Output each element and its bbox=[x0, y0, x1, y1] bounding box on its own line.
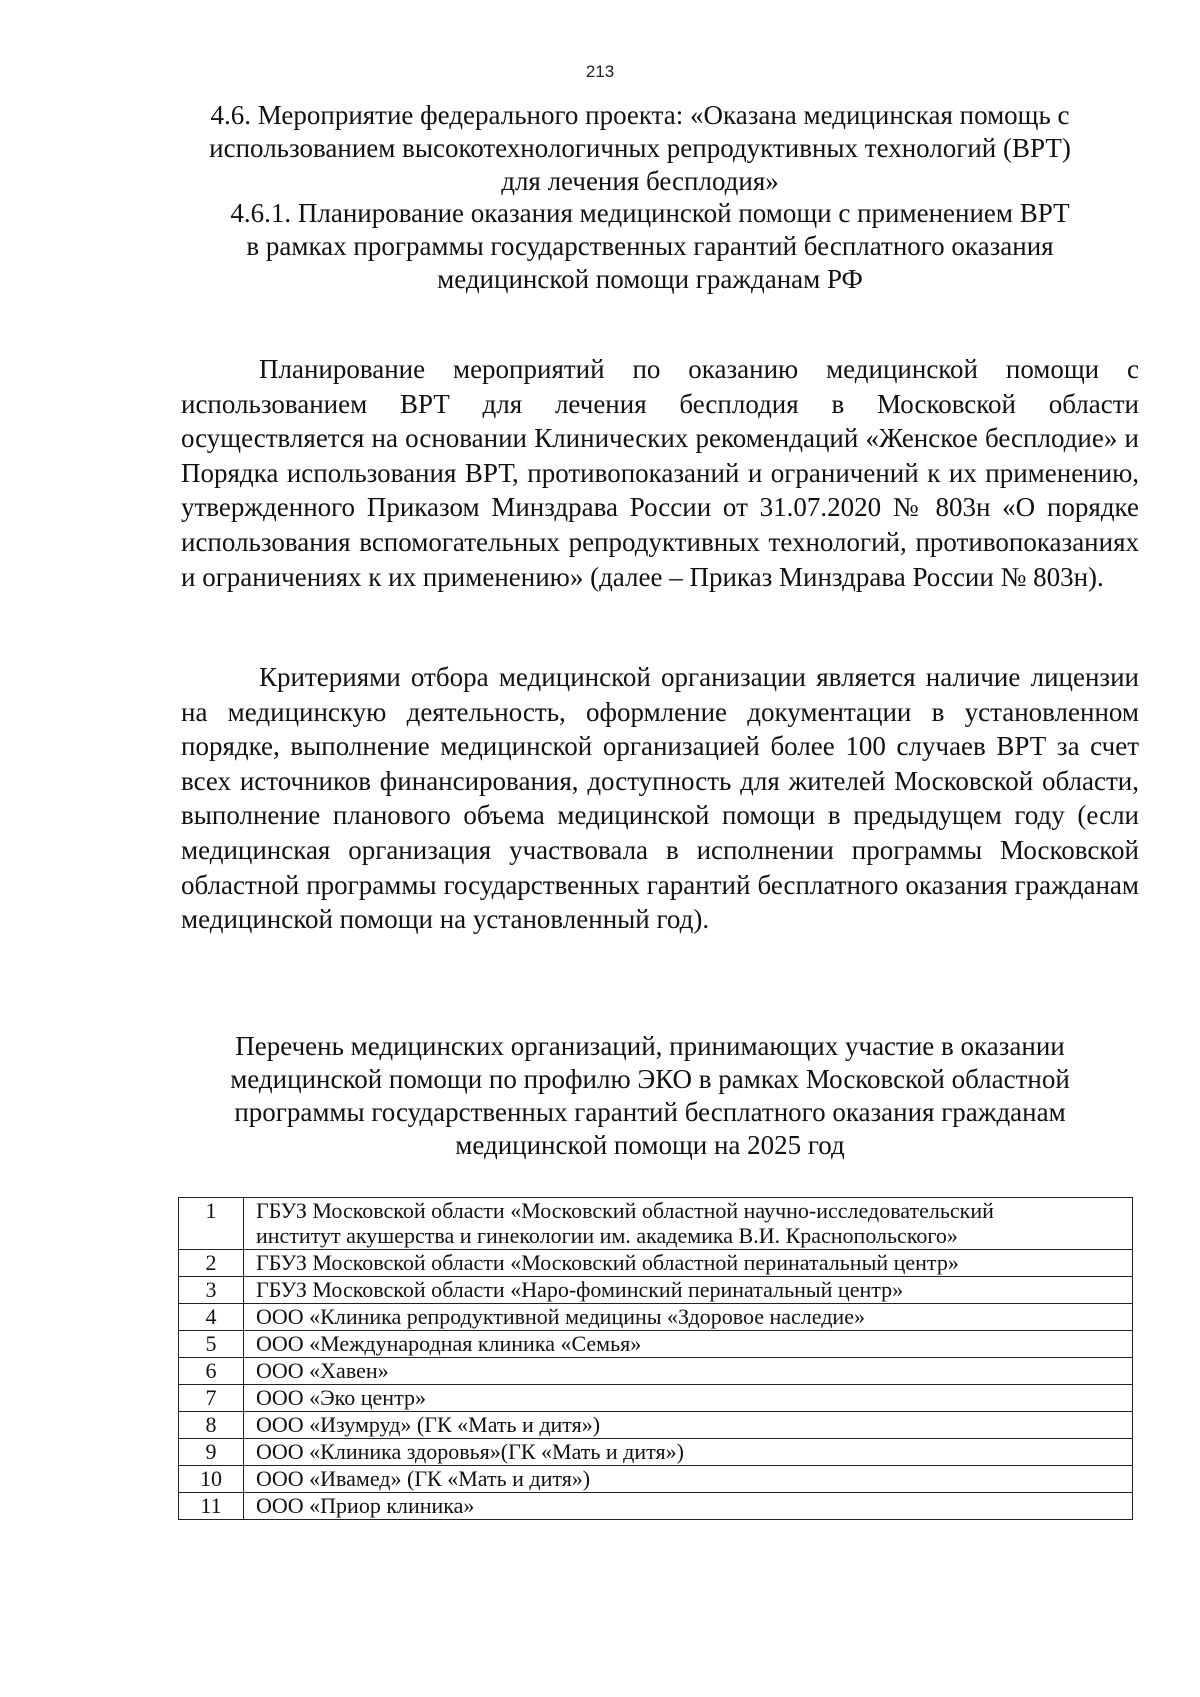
table-row bbox=[179, 1358, 1133, 1385]
section-heading bbox=[160, 99, 1120, 198]
row-number: 7 bbox=[179, 1385, 244, 1412]
table-row bbox=[179, 1331, 1133, 1358]
organization-name: ГБУЗ Московской области «Московский областной перинатальный центр» bbox=[244, 1250, 1133, 1277]
table-row bbox=[179, 1412, 1133, 1439]
list-title-line: медицинской помощи по профилю ЭКО в рамках Московской областной bbox=[230, 1064, 1070, 1094]
list-title-line: Перечень медицинских организаций, принимающих участие в оказании bbox=[235, 1031, 1065, 1061]
organization-name: ООО «Изумруд» (ГК «Мать и дитя») bbox=[244, 1412, 1133, 1439]
subsection-heading bbox=[170, 197, 1130, 296]
row-number: 3 bbox=[179, 1277, 244, 1304]
list-title bbox=[200, 1030, 1100, 1162]
table-row bbox=[179, 1493, 1133, 1520]
table-row bbox=[179, 1439, 1133, 1466]
body-paragraph: Планирование мероприятий по оказанию медицинской помощи с использованием ВРТ для лечения бесплодия в Московской области осуществляется на основании Клинических рекомендаций «Женское бесплодие» и Порядка использования ВРТ, противопоказаний и ограничений к их применению, утвержденного Приказом Минздрава России от 31.07.2020 № 803н «О порядке использования вспомогательных репродуктивных технологий, противопоказаниях и ограничениях к их применению» (далее – Приказ Минздрава России № 803н). bbox=[181, 354, 1139, 592]
organization-name: ООО «Эко центр» bbox=[244, 1385, 1133, 1412]
list-title-line: медицинской помощи на 2025 год bbox=[455, 1130, 845, 1160]
row-number: 1 bbox=[179, 1198, 244, 1250]
organization-name-line: ГБУЗ Московской области «Московский областной научно-исследовательский bbox=[256, 1198, 994, 1223]
organization-name: ООО «Ивамед» (ГК «Мать и дитя») bbox=[244, 1466, 1133, 1493]
page-number: 213 bbox=[585, 62, 615, 81]
subsection-heading-line: медицинской помощи гражданам РФ bbox=[437, 264, 863, 294]
organization-name bbox=[244, 1198, 1133, 1250]
subsection-heading-line: в рамках программы государственных гарантий бесплатного оказания bbox=[246, 231, 1054, 261]
organization-name: ООО «Приор клиника» bbox=[244, 1493, 1133, 1520]
row-number: 2 bbox=[179, 1250, 244, 1277]
table-row bbox=[179, 1277, 1133, 1304]
subsection-heading-line: 4.6.1. Планирование оказания медицинской помощи с применением ВРТ bbox=[230, 198, 1070, 228]
table-row bbox=[179, 1198, 1133, 1250]
row-number: 4 bbox=[179, 1304, 244, 1331]
organization-name: ООО «Хавен» bbox=[244, 1358, 1133, 1385]
row-number: 9 bbox=[179, 1439, 244, 1466]
row-number: 6 bbox=[179, 1358, 244, 1385]
row-number: 10 bbox=[179, 1466, 244, 1493]
table-row bbox=[179, 1385, 1133, 1412]
section-heading-line: 4.6. Мероприятие федерального проекта: «Оказана медицинская помощь с bbox=[210, 100, 1070, 130]
organization-name: ООО «Клиника здоровья»(ГК «Мать и дитя») bbox=[244, 1439, 1133, 1466]
section-heading-line: использованием высокотехнологичных репродуктивных технологий (ВРТ) bbox=[209, 133, 1071, 163]
organizations-table bbox=[178, 1197, 1133, 1520]
table-row bbox=[179, 1304, 1133, 1331]
row-number: 11 bbox=[179, 1493, 244, 1520]
organization-name-line: институт акушерства и гинекологии им. академика В.И. Краснопольского» bbox=[256, 1223, 958, 1248]
organization-name: ООО «Международная клиника «Семья» bbox=[244, 1331, 1133, 1358]
body-paragraph: Критериями отбора медицинской организации является наличие лицензии на медицинскую деятельность, оформление документации в установленном порядке, выполнение медицинской организацией более 100 случаев ВРТ за счет всех источников финансирования, доступность для жителей Московской области, выполнение планового объема медицинской помощи в предыдущем году (если медицинская организация участвовала в исполнении программы Московской областной программы государственных гарантий бесплатного оказания гражданам медицинской помощи на установленный год). bbox=[181, 662, 1139, 935]
organization-name: ООО «Клиника репродуктивной медицины «Здоровое наследие» bbox=[244, 1304, 1133, 1331]
section-heading-line: для лечения бесплодия» bbox=[501, 166, 779, 196]
table-row bbox=[179, 1250, 1133, 1277]
list-title-line: программы государственных гарантий бесплатного оказания гражданам bbox=[234, 1097, 1066, 1127]
table-row bbox=[179, 1466, 1133, 1493]
row-number: 5 bbox=[179, 1331, 244, 1358]
organization-name: ГБУЗ Московской области «Наро-фоминский перинатальный центр» bbox=[244, 1277, 1133, 1304]
row-number: 8 bbox=[179, 1412, 244, 1439]
